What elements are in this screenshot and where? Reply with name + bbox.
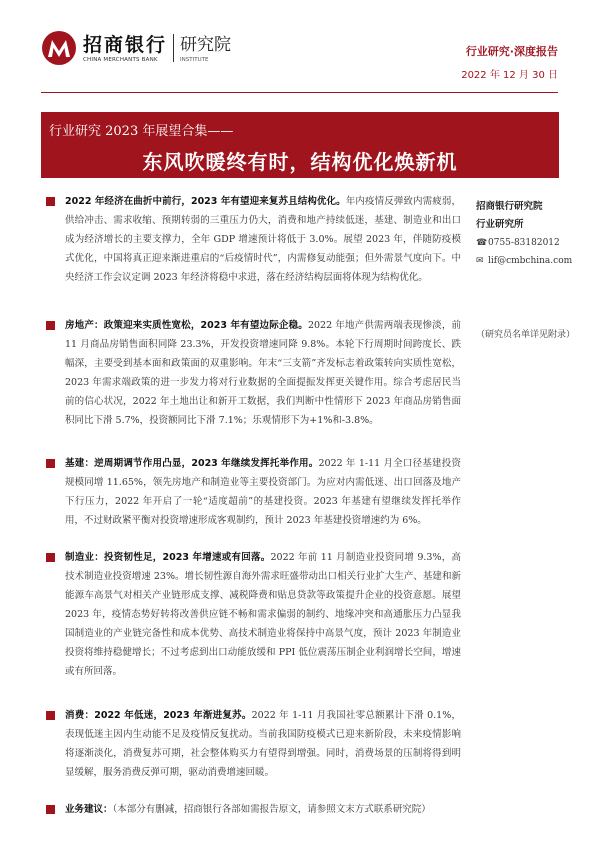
email-address[interactable]: lif@cmbchina.com [488,256,573,266]
summary-paragraph [41,706,461,791]
paragraph-text: 2022 年 1-11 月全口径基建投资规模同增 11.65%，领先房地产和制造业等主要投资部门。为应对内需低迷、出口回落及地产下行压力，2022 年开启了一轮“适度超前”的基建投资。2023 年基建有望继续发挥托举作用，不过财政紧平衡对投资增速形成客观制约，预计 2023 年基建投资增速约为 6%。 [65,458,461,526]
summary-body [41,192,461,854]
bullet-square-icon [46,553,55,562]
header-rule [41,92,558,93]
paragraph-text: 年内疫情反弹致内需疲弱，供给冲击、需求收缩、预期转弱的三重压力仍大，消费和地产持续低迷，基建、制造业和出口成为经济增长的主要支撑力，全年 GDP 增速预计将低于 3.0%。展望 2023 年，伴随防疫模式优化，中国将真正迎来渐进重启的“后疫情时代”，内需修复动能强；但外需景气度向下。中央经济工作会议定调 2023 年经济将稳中求进，落在经济结构层面将体现为结构优化。 [65,196,461,283]
institute-name: 研究院 [180,34,232,55]
institute-english: INSTITUTE [180,56,209,63]
paragraph-text: 2022 年地产供需两端表现惨淡，前 11 月商品房销售面积同降 23.3%，开发投资增速同降 9.8%。本轮下行周期时间跨度长、跌幅深，主要受到基本面和政策面的双重影响。年末“三支箭”齐发标志着政策转向实质性宽松，2023 年需求端政策的进一步发力将对行业数据的全面提振发挥更关键作用。综合考虑居民当前的信心状况，2022 年土地出让和新开工数据，我们判断中性情形下 2023 年商品房销售面积同比下滑 5.7%，投资额同比下滑 7.1%；乐观情形下为+1%和-3.8%。 [65,320,461,426]
summary-paragraph [41,548,461,697]
bullet-square-icon [46,321,55,330]
sidebar-org: 招商银行研究院 [476,201,543,212]
logo-chinese: 招商银行 [83,33,168,56]
paragraph-lead: 业务建议： [65,804,113,815]
paragraph-lead: 基建：逆周期调节作用凸显，2023 年继续发挥托举作用。 [65,458,319,469]
sidebar-phone [476,234,576,252]
summary-paragraph [41,800,461,845]
cmb-logo [41,30,231,66]
sidebar-email[interactable] [476,252,576,270]
summary-paragraph [41,192,461,307]
telephone-icon: ☎ [476,238,488,248]
mail-icon: ✉ [476,256,484,266]
phone-number: 0755-83182012 [488,238,560,248]
report-header [0,0,600,96]
cmb-logo-icon [41,30,77,66]
researcher-note: （研究员名单详见附录） [476,330,576,340]
paragraph-text: 2022 年 1-11 月我国社零总额累计下滑 0.1%，表现低迷主因内生动能不足及疫情反复扰动。当前我国防疫模式已迎来新阶段，未来疫情影响将逐渐淡化，消费复苏可期，社会整体购买力有望得到增强。同时，消费场景的压制将得到明显缓解，服务消费反弹可期，驱动消费增速回暖。 [65,710,461,778]
summary-paragraph [41,454,461,539]
contact-sidebar [476,198,576,344]
bullet-square-icon [46,711,55,720]
paragraph-text: 2022 年前 11 月制造业投资同增 9.3%，高技术制造业投资增速 23%。增长韧性源自海外需求旺盛带动出口相关行业扩大生产、基建和新能源车高景气对相关产业链形成支撑、减税降费和贴息贷款等政策提升企业的投资意愿。展望 2023 年，疫情态势好转将改善供应链不畅和需求偏弱的制约、地缘冲突和高通胀压力凸显我国制造业的产业链完备性和成本优势、高技术制造业将保持中高景气度，预计 2023 年制造业投资将维持稳健增长；不过考虑到出口动能放缓和 PPI 低位震荡压制企业利润增长空间，增速或有所回落。 [65,552,462,677]
report-series-title: 行业研究 2023 年展望合集—— [49,124,234,139]
paragraph-text: （本部分有删减，招商银行各部如需报告原文，请参照文末方式联系研究院） [112,804,431,815]
paragraph-lead: 消费：2022 年低迷，2023 年渐进复苏。 [65,710,252,721]
sidebar-dept: 行业研究所 [476,219,524,230]
paragraph-lead: 2022 年经济在曲折中前行，2023 年有望迎来复苏且结构优化。 [65,196,346,207]
summary-paragraph [41,316,461,445]
bullet-square-icon [46,805,55,814]
title-banner [41,112,559,178]
logo-english: CHINA MERCHANTS BANK [83,56,158,63]
report-type: 行业研究·深度报告 [465,45,558,58]
paragraph-lead: 制造业：投资韧性足，2023 年增速或有回落。 [65,552,271,563]
report-main-title: 东风吹暖终有时，结构优化焕新机 [142,150,458,174]
bullet-square-icon [46,197,55,206]
report-date: 2022 年 12 月 30 日 [461,70,558,81]
logo-divider [173,34,174,62]
paragraph-lead: 房地产：政策迎来实质性宽松，2023 年有望边际企稳。 [65,320,308,331]
bullet-square-icon [46,459,55,468]
